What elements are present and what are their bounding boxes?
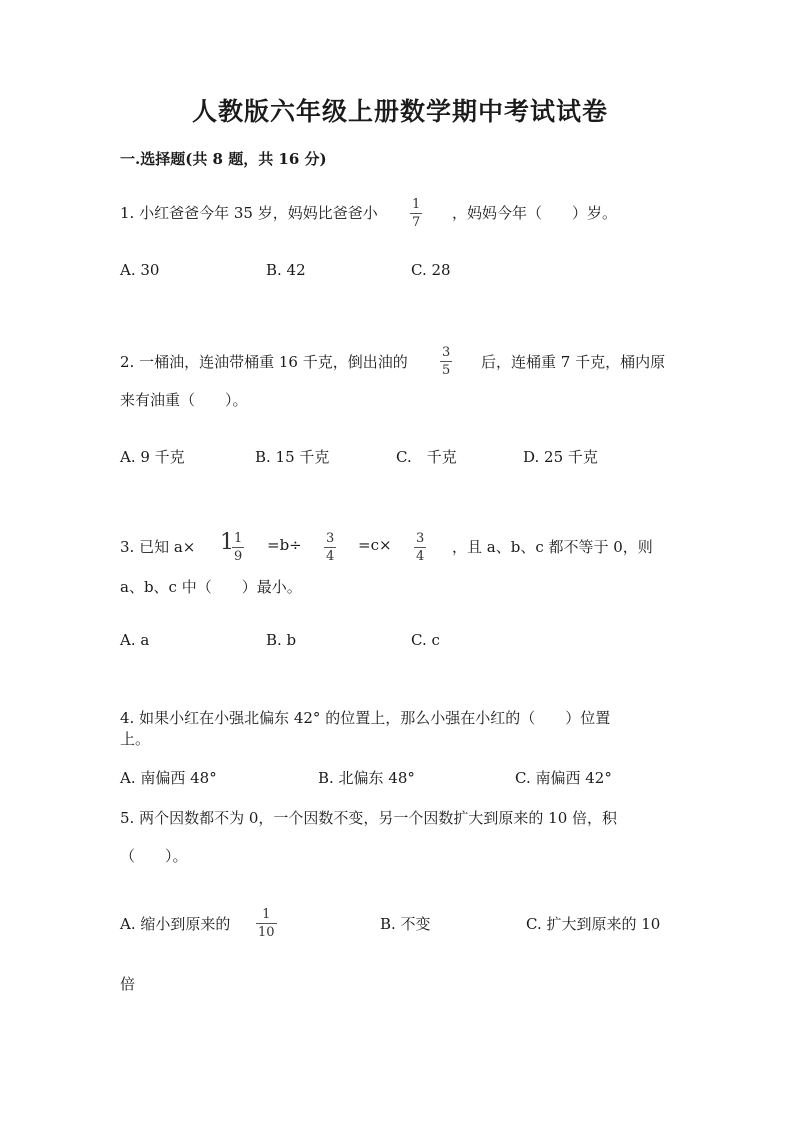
fraction-numerator: 3 [416, 531, 425, 546]
fraction-denominator: 5 [442, 363, 451, 378]
question-2-option-a: A. 9 千克 [120, 448, 185, 466]
question-3-text-end: ，且 a、b、c 都不等于 0，则 [452, 538, 653, 556]
question-2-text-line2: 来有油重（ ）。 [120, 391, 248, 409]
question-2-option-c: C. 千克 [396, 448, 457, 466]
question-3-option-b: B. b [266, 631, 297, 649]
fraction-denominator: 10 [258, 925, 275, 940]
question-5-text-line2: （ ）。 [120, 847, 188, 865]
question-5-option-c-continued: 倍 [120, 975, 136, 993]
question-4-text-line2: 上。 [120, 730, 151, 748]
question-3-text-mid1: =b÷ [267, 536, 302, 554]
fraction-denominator: 4 [326, 549, 335, 564]
question-3-text-mid2: =c× [358, 536, 392, 554]
question-3-option-a: A. a [120, 631, 150, 649]
question-3-text-line2: a、b、c 中（ ）最小。 [120, 578, 302, 596]
fraction-numerator: 1 [412, 197, 421, 212]
question-1-option-c: C. 28 [411, 261, 451, 279]
question-3-mixed-fraction [232, 531, 244, 564]
question-3-fraction-1 [324, 531, 336, 564]
fraction-numerator: 1 [262, 907, 271, 922]
question-3-option-c: C. c [411, 631, 440, 649]
question-1-text-start: 1. 小红爸爸今年 35 岁，妈妈比爸爸小 [120, 204, 378, 222]
fraction-numerator: 1 [234, 531, 243, 546]
question-3-mixed-whole: 1 [220, 530, 234, 555]
question-2-option-b: B. 15 千克 [255, 448, 330, 466]
question-1-option-b: B. 42 [266, 261, 306, 279]
fraction-denominator: 4 [416, 549, 425, 564]
question-1-option-a: A. 30 [120, 261, 160, 279]
fraction-numerator: 3 [326, 531, 335, 546]
fraction-numerator: 3 [442, 345, 451, 360]
question-5-option-a: A. 缩小到原来的 [120, 915, 231, 933]
question-1-fraction [410, 197, 422, 230]
question-4-option-c: C. 南偏西 42° [515, 769, 612, 787]
question-1-text-end: ，妈妈今年（ ）岁。 [452, 204, 618, 222]
page-title: 人教版六年级上册数学期中考试试卷 [191, 97, 608, 126]
question-2-text-end: 后，连桶重 7 千克，桶内原 [481, 353, 666, 371]
question-3-fraction-2 [414, 531, 426, 564]
question-3-text-start: 3. 已知 a× [120, 538, 196, 556]
question-5-option-b: B. 不变 [380, 915, 431, 933]
question-2-text-start: 2. 一桶油，连油带桶重 16 千克，倒出油的 [120, 353, 408, 371]
question-4-text-line1: 4. 如果小红在小强北偏东 42° 的位置上，那么小强在小红的（ ）位置 [120, 709, 611, 727]
fraction-denominator: 7 [412, 215, 421, 230]
section-heading: 一.选择题(共 8 题，共 16 分) [120, 150, 327, 168]
question-5-text-line1: 5. 两个因数都不为 0，一个因数不变，另一个因数扩大到原来的 10 倍，积 [120, 809, 618, 827]
question-2-fraction [440, 345, 452, 378]
question-4-option-b: B. 北偏东 48° [318, 769, 415, 787]
question-5-option-a-fraction [256, 907, 277, 940]
question-5-option-c: C. 扩大到原来的 10 [526, 915, 661, 933]
question-4-option-a: A. 南偏西 48° [120, 769, 217, 787]
question-2-option-d: D. 25 千克 [523, 448, 598, 466]
fraction-denominator: 9 [234, 549, 243, 564]
